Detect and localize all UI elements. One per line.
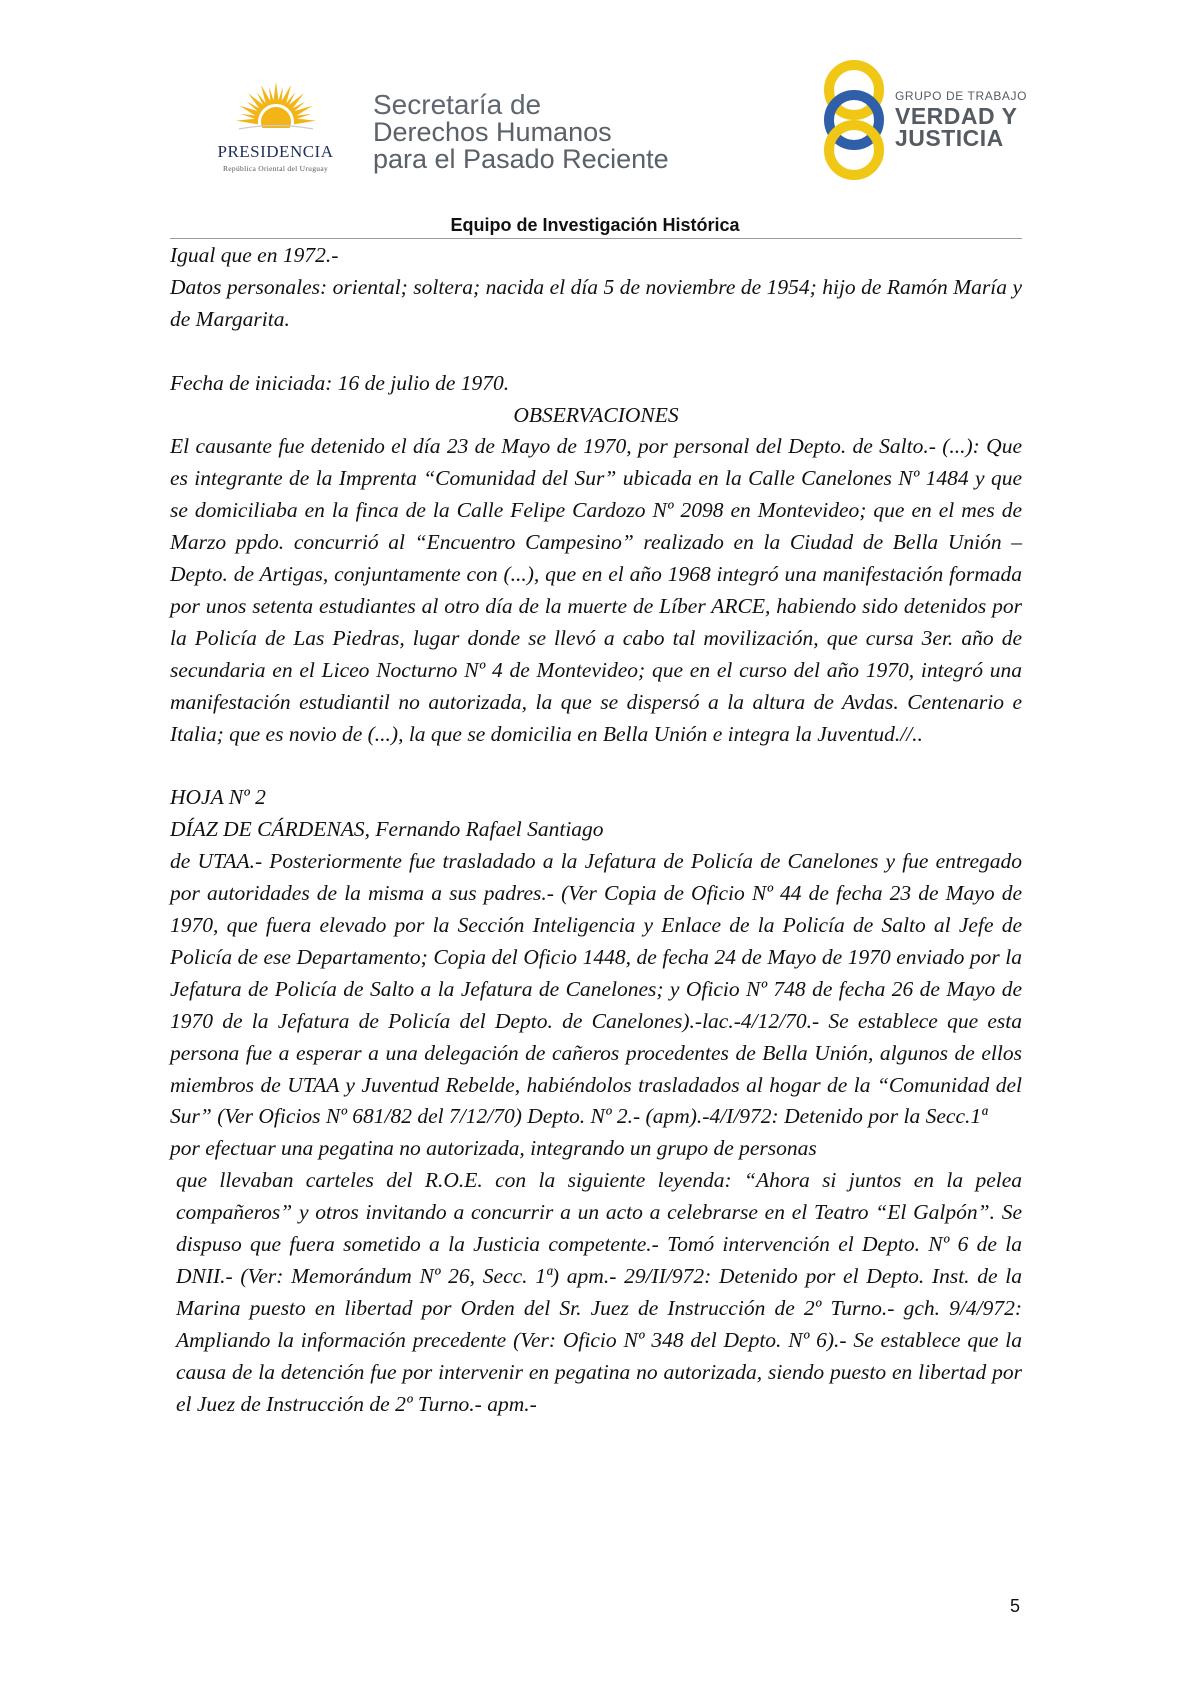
page-number: 5 bbox=[1010, 1596, 1021, 1616]
sun-icon bbox=[235, 82, 317, 144]
presidencia-name: PRESIDENCIA bbox=[217, 142, 334, 161]
document-header bbox=[0, 0, 1190, 240]
section-heading-observaciones: OBSERVACIONES bbox=[513, 402, 679, 427]
secretaria-line-1: Secretaría de bbox=[373, 89, 542, 120]
presidencia-logo bbox=[198, 80, 353, 185]
secretaria-title bbox=[373, 90, 713, 173]
document-body bbox=[170, 240, 1022, 1421]
paragraph-record-3: que llevaban carteles del R.O.E. con la siguiente leyenda: “Ahora si juntos en la pelea compañeros” y otros invitando a concurrir a un acto a celebrarse en el Teatro “El Galpón”. Se dispuso que fuera sometido a la Justicia competente.- Tomó intervención el Depto. Nº 6 de la DNII.- (Ver: Memorándum Nº 26, Secc. 1ª) apm.- 29/II/972: Detenido por el Depto. Inst. de la Marina puesto en libertad por Orden del Sr. Juez de Instrucción de 2º Turno.- gch. 9/4/972: Ampliando la información precedente (Ver: Oficio Nº 348 del Depto. Nº 6).- Se establece que la causa de la detención fue por intervenir en pegatina no autorizada, siendo puesto en libertad por el Juez de Instrucción de 2º Turno.- apm.- bbox=[176, 1168, 1022, 1416]
person-name: DÍAZ DE CÁRDENAS, Fernando Rafael Santiago bbox=[170, 817, 604, 842]
verdad-justicia-text bbox=[895, 89, 1027, 149]
paragraph-1: Igual que en 1972.- bbox=[170, 243, 339, 267]
rings-icon bbox=[822, 55, 892, 185]
presidencia-subtitle: República Oriental del Uruguay bbox=[222, 164, 328, 173]
spacer bbox=[170, 750, 1022, 782]
spacer bbox=[170, 336, 1022, 368]
verdad-justicia-logo bbox=[822, 55, 1062, 185]
sheet-number: HOJA Nº 2 bbox=[170, 785, 266, 810]
secretaria-line-3: para el Pasado Reciente bbox=[373, 144, 669, 174]
team-title: Equipo de Investigación Histórica bbox=[450, 215, 740, 235]
paragraph-record-2: por efectuar una pegatina no autorizada, integrando un grupo de personas bbox=[170, 1136, 817, 1161]
vyj-line-1: GRUPO DE TRABAJO bbox=[895, 89, 1028, 103]
header-divider bbox=[170, 238, 1022, 239]
paragraph-observaciones: El causante fue detenido el día 23 de Mayo de 1970, por personal del Depto. de Salto.- (...): Que es integrante de la Imprenta “Comunidad del Sur” ubicada en la Calle Canelones Nº 1484 y que se domiciliaba en la finca de la Calle Felipe Cardozo Nº 2098 en Montevideo; que en el mes de Marzo ppdo. concurrió al “Encuentro Campesino” realizado en la Ciudad de Bella Unión – Depto. de Artigas, conjuntamente con (...), que en el año 1968 integró una manifestación formada por unos setenta estudiantes al otro día de la muerte de Líber ARCE, habiendo sido detenidos por la Policía de Las Piedras, lugar donde se llevó a cabo tal movilización, que cursa 3er. año de secundaria en el Liceo Nocturno Nº 4 de Montevideo; que en el curso del año 1970, integró una manifestación estudiantil no autorizada, la que se dispersó a la altura de Avdas. Centenario e Italia; que es novio de (...), la que se domicilia en Bella Unión e integra la Juventud.//.. bbox=[170, 434, 1022, 746]
vyj-line-2: VERDAD Y bbox=[895, 103, 1018, 129]
paragraph-personal-data: Datos personales: oriental; soltera; nacida el día 5 de noviembre de 1954; hijo de Ramón María y de Margarita. bbox=[170, 274, 1022, 331]
vyj-line-3: JUSTICIA bbox=[895, 125, 1004, 151]
secretaria-line-2: Derechos Humanos bbox=[373, 117, 612, 147]
paragraph-start-date: Fecha de iniciada: 16 de julio de 1970. bbox=[170, 370, 510, 395]
paragraph-record-1: de UTAA.- Posteriormente fue trasladado a la Jefatura de Policía de Canelones y fue entregado por autoridades de la misma a sus padres.- (Ver Copia de Oficio Nº 44 de fecha 23 de Mayo de 1970, que fuera elevado por la Sección Inteligencia y Enlace de la Policía de Salto al Jefe de Policía de ese Departamento; Copia del Oficio 1448, de fecha 24 de Mayo de 1970 enviado por la Jefatura de Policía de Salto a la Jefatura de Canelones; y Oficio Nº 748 de fecha 26 de Mayo de 1970 de la Jefatura de Policía del Depto. de Canelones).-lac.-4/12/70.- Se establece que esta persona fue a esperar a una delegación de cañeros procedentes de Bella Unión, algunos de ellos miembros de UTAA y Juventud Rebelde, habiéndolos trasladados al hogar de la “Comunidad del Sur” (Ver Oficios Nº 681/82 del 7/12/70) Depto. Nº 2.- (apm).-4/I/972: Detenido por la Secc.1ª bbox=[170, 849, 1022, 1129]
